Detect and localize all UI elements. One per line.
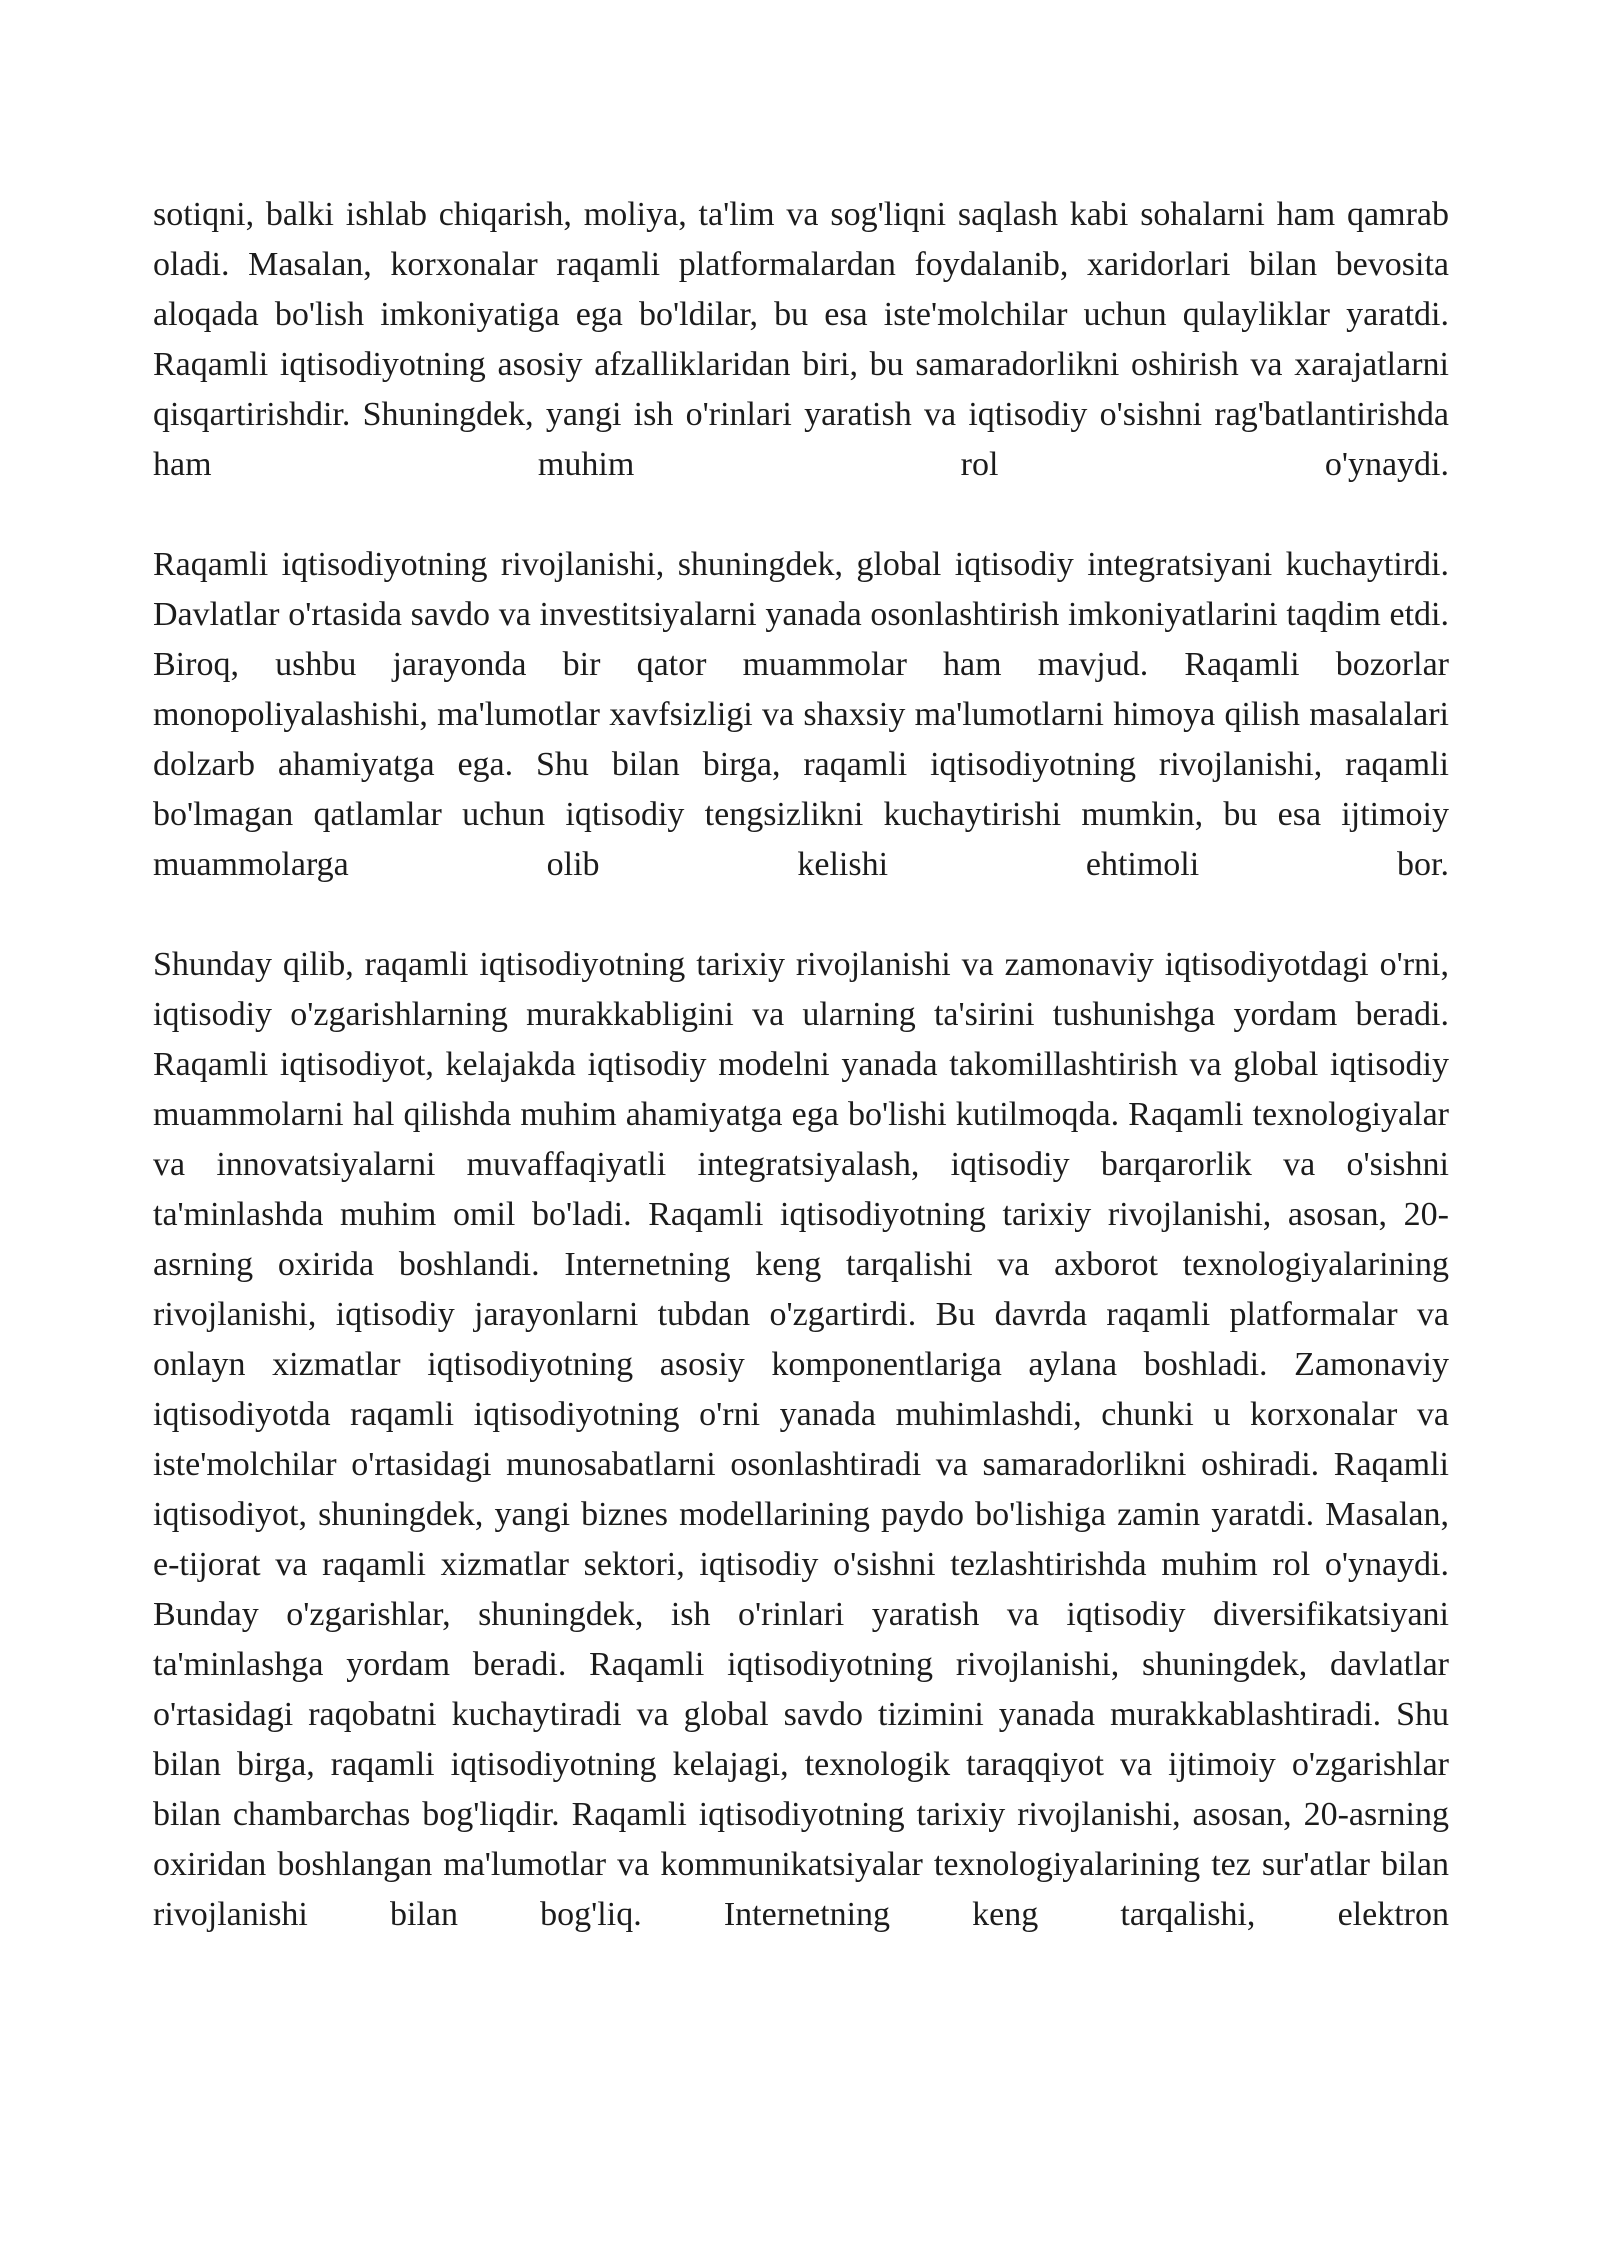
paragraph-1: sotiqni, balki ishlab chiqarish, moliya, ta'lim va sog'liqni saqlash kabi sohalarni ham qamrab oladi. Masalan, korxonalar raqamli platformalardan foydalanib, xaridorlari bilan bevosita aloqada bo'lish imkoniyatiga ega bo'ldilar, bu esa iste'molchilar uchun qulayliklar yaratdi. Raqamli iqtisodiyotning asosiy afzalliklaridan biri, bu samaradorlikni oshirish va xarajatlarni qisqartirishdir. Shuningdek, yangi ish o'rinlari yaratish va iqtisodiy o'sishni rag'batlantirishda ham muhim rol o'ynaydi. (153, 196, 1449, 483)
paragraph-2: Raqamli iqtisodiyotning rivojlanishi, shuningdek, global iqtisodiy integratsiyani kuchaytirdi. Davlatlar o'rtasida savdo va investitsiyalarni yanada osonlashtirish imkoniyatlarini taqdim etdi. Biroq, ushbu jarayonda bir qator muammolar ham mavjud. Raqamli bozorlar monopoliyalashishi, ma'lumotlar xavfsizligi va shaxsiy ma'lumotlarni himoya qilish masalalari dolzarb ahamiyatga ega. Shu bilan birga, raqamli iqtisodiyotning rivojlanishi, raqamli bo'lmagan qatlamlar uchun iqtisodiy tengsizlikni kuchaytirishi mumkin, bu esa ijtimoiy muammolarga olib kelishi ehtimoli bor. (153, 546, 1449, 883)
paragraph-3: Shunday qilib, raqamli iqtisodiyotning tarixiy rivojlanishi va zamonaviy iqtisodiyotdagi o'rni, iqtisodiy o'zgarishlarning murakkabligini va ularning ta'sirini tushunishga yordam beradi. Raqamli iqtisodiyot, kelajakda iqtisodiy modelni yanada takomillashtirish va global iqtisodiy muammolarni hal qilishda muhim ahamiyatga ega bo'lishi kutilmoqda. Raqamli texnologiyalar va innovatsiyalarni muvaffaqiyatli integratsiyalash, iqtisodiy barqarorlik va o'sishni ta'minlashda muhim omil bo'ladi. Raqamli iqtisodiyotning tarixiy rivojlanishi, asosan, 20-asrning oxirida boshlandi. Internetning keng tarqalishi va axborot texnologiyalarining rivojlanishi, iqtisodiy jarayonlarni tubdan o'zgartirdi. Bu davrda raqamli platformalar va onlayn xizmatlar iqtisodiyotning asosiy komponentlariga aylana boshladi. Zamonaviy iqtisodiyotda raqamli iqtisodiyotning o'rni yanada muhimlashdi, chunki u korxonalar va iste'molchilar o'rtasidagi munosabatlarni osonlashtiradi va samaradorlikni oshiradi. Raqamli iqtisodiyot, shuningdek, yangi biznes modellarining paydo bo'lishiga zamin yaratdi. Masalan, e-tijorat va raqamli xizmatlar sektori, iqtisodiy o'sishni tezlashtirishda muhim rol o'ynaydi. Bunday o'zgarishlar, shuningdek, ish o'rinlari yaratish va iqtisodiy diversifikatsiyani ta'minlashga yordam beradi. Raqamli iqtisodiyotning rivojlanishi, shuningdek, davlatlar o'rtasidagi raqobatni kuchaytiradi va global savdo tizimini yanada murakkablashtiradi. Shu bilan birga, raqamli iqtisodiyotning kelajagi, texnologik taraqqiyot va ijtimoiy o'zgarishlar bilan chambarchas bog'liqdir. Raqamli iqtisodiyotning tarixiy rivojlanishi, asosan, 20-asrning oxiridan boshlangan ma'lumotlar va kommunikatsiyalar texnologiyalarining tez sur'atlar bilan rivojlanishi bilan bog'liq. Internetning keng tarqalishi, elektron (153, 946, 1449, 1933)
document-body (153, 190, 1449, 1940)
